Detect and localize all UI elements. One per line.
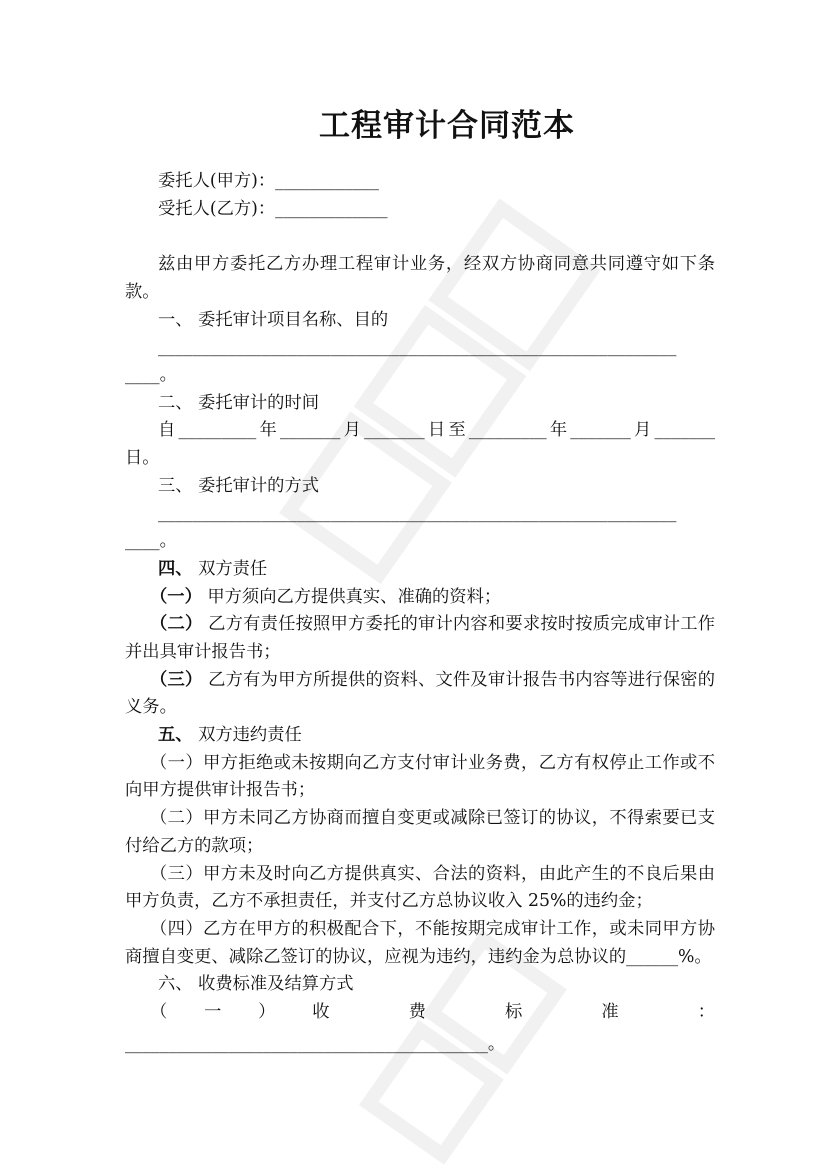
bold-heading-prefix: 四、 [158, 558, 193, 579]
text-line [125, 417, 715, 445]
text-line [125, 307, 715, 335]
line-text: 商擅自变更、减除乙签订的协议，应视为违约，违约金为总协议的______%。 [125, 946, 712, 967]
text-line [125, 584, 715, 612]
line-text: 向甲方提供审计报告书； [125, 780, 316, 801]
bold-heading-prefix: 五、 [158, 725, 193, 746]
text-line [125, 861, 715, 889]
text-line [125, 196, 715, 224]
text-line [125, 611, 715, 639]
text-line [125, 833, 715, 861]
line-text: ____。 [125, 364, 177, 385]
line-text: 甲方负责，乙方不承担责任，并支付乙方总协议收入 25%的违约金； [125, 891, 653, 912]
line-text: 一、 委托审计项目名称、目的 [158, 309, 389, 330]
text-line [125, 667, 715, 695]
line-text: ____________________________________________________________ [158, 337, 677, 358]
text-line [125, 999, 715, 1027]
line-text: ____________________________________________________________ [158, 503, 677, 524]
line-text: 乙方有为甲方所提供的资料、文件及审计报告书内容等进行保密的 [202, 669, 715, 690]
line-text: 双方责任 [192, 558, 268, 579]
line-text: 义务。 [125, 697, 177, 718]
bold-heading-prefix: （三） [150, 669, 203, 690]
text-line [125, 944, 715, 972]
text-line [125, 722, 715, 750]
line-text: 付给乙方的款项； [125, 835, 264, 856]
line-text: 日。 [125, 448, 160, 469]
line-text: 六、 收费标准及结算方式 [158, 974, 354, 995]
line-text: 款。 [125, 281, 160, 302]
line-text: （一）甲方拒绝或未按期向乙方支付审计业务费，乙方有权停止工作或不 [150, 752, 715, 773]
line-text: 甲方须向乙方提供真实、准确的资料； [201, 586, 502, 607]
text-line [125, 500, 715, 528]
line-text: 三、 委托审计的方式 [158, 475, 320, 496]
text-line [125, 888, 715, 916]
line-text: 自_________年_______月_______日至_________年_______月_______ [158, 420, 715, 441]
text-line [125, 251, 715, 279]
line-text: ____。 [125, 531, 177, 552]
line-text: 二、 委托审计的时间 [158, 392, 320, 413]
line-text: 兹由甲方委托乙方办理工程审计业务，经双方协商同意共同遵守如下条 [158, 254, 715, 275]
text-line [125, 279, 715, 307]
text-line [125, 1031, 715, 1059]
line-text: 并出具审计报告书； [125, 641, 281, 662]
document-title: 工程审计合同范本 [319, 108, 575, 144]
document-body [125, 168, 715, 1058]
text-line [125, 556, 715, 584]
text-line [125, 168, 715, 196]
bold-heading-prefix: （二） [150, 614, 203, 635]
text-line [125, 390, 715, 418]
text-line [125, 639, 715, 667]
text-line [125, 777, 715, 805]
line-text: （一）收 费 标 准 ： [150, 1002, 715, 1023]
line-text: 受托人(乙方)：_____________ [158, 198, 388, 219]
text-line [125, 916, 715, 944]
text-line [125, 445, 715, 473]
text-line [125, 334, 715, 362]
bold-heading-prefix: （一） [150, 586, 202, 607]
line-text: 委托人(甲方)：____________ [158, 171, 379, 191]
text-line [125, 362, 715, 390]
line-text: （二）甲方未同乙方协商而擅自变更或减除已签订的协议，不得索要已支 [150, 808, 715, 829]
text-line [125, 528, 715, 556]
line-text: 双方违约责任 [192, 725, 302, 746]
text-line [125, 473, 715, 501]
line-text: 乙方有责任按照甲方委托的审计内容和要求按时按质完成审计工作 [202, 614, 715, 635]
line-text: （三）甲方未及时向乙方提供真实、合法的资料，由此产生的不良后果由 [150, 863, 715, 884]
text-line [125, 694, 715, 722]
line-text: __________________________________________。 [125, 1033, 506, 1054]
text-line [125, 805, 715, 833]
text-line [125, 750, 715, 778]
text-line [125, 971, 715, 999]
line-text: （四）乙方在甲方的积极配合下，不能按期完成审计工作，或未同甲方协 [150, 918, 715, 939]
